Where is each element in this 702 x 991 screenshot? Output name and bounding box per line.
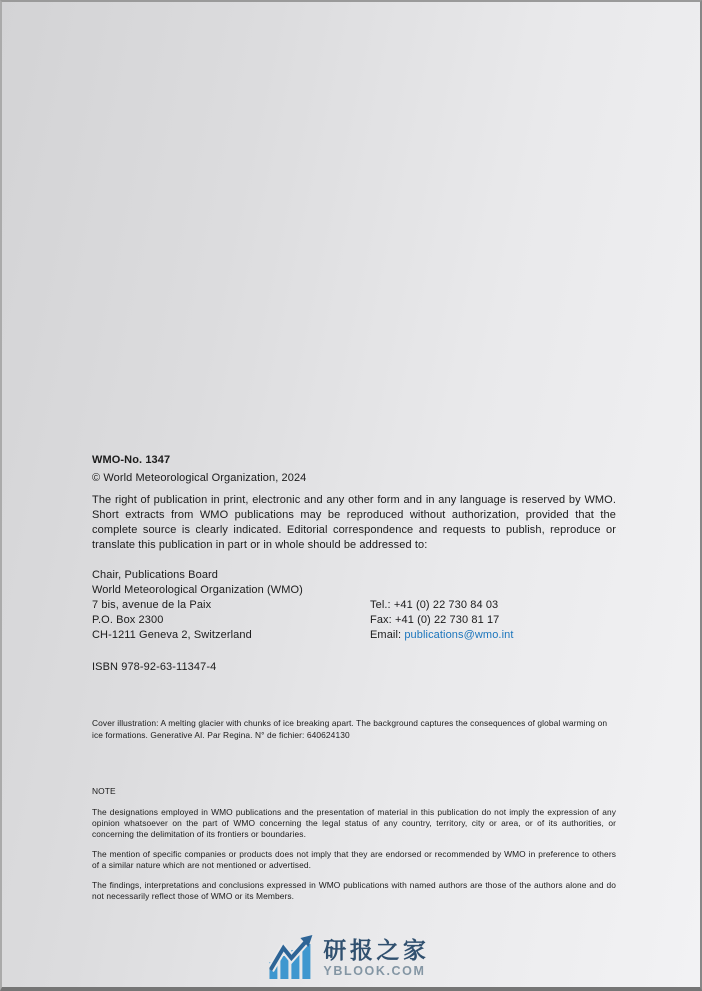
bar-chart-up-arrow-icon [269,935,315,979]
note-section [92,786,616,911]
address-line: P.O. Box 2300 [92,614,164,626]
address-line: 7 bis, avenue de la Paix [92,599,212,611]
email-link[interactable]: publications@wmo.int [404,629,514,641]
telephone-line: Tel.: +41 (0) 22 730 84 03 [370,599,499,611]
contact-block [370,598,514,643]
isbn: ISBN 978-92-63-11347-4 [92,661,217,673]
yblook-watermark [269,935,429,979]
address-line: Chair, Publications Board [92,569,219,581]
email-label: Email: [370,629,405,641]
address-line: World Meteorological Organization (WMO) [92,584,303,596]
copyright-line: © World Meteorological Organization, 2024 [92,472,307,484]
address-block [92,568,303,643]
note-paragraph: The findings, interpretations and conclusions expressed in WMO publications with named authors are those of the authors alone and do not necessarily reflect those of WMO or its Members. [92,880,616,901]
watermark-brand-name: 研报之家 [323,936,430,963]
email-line [370,628,514,643]
note-heading: NOTE [92,786,116,796]
note-paragraph: The designations employed in WMO publications and the presentation of material in this publication do not imply the expression of any opinion whatsoever on the part of WMO concerning the legal status of any country, territory, city or area, or of its authorities, or concerning the delimitation of its frontiers or boundaries. [92,807,616,839]
note-paragraph: The mention of specific companies or products does not imply that they are endorsed or recommended by WMO in preference to others of a similar nature which are not mentioned or advertised. [92,849,616,870]
rights-paragraph: The right of publication in print, electronic and any other form and in any language is reserved by WMO. Short extracts from WMO publications may be reproduced without authorization, provided that the complete source is clearly indicated. Editorial correspondence and requests to publish, reproduce or translate this publication in part or in whole should be addressed to: [92,494,616,551]
cover-illustration-note: Cover illustration: A melting glacier with chunks of ice breaking apart. The background captures the consequences of global warming on ice formations. Generative AI. Par Regina. N° de fichier: 640624130 [92,718,608,740]
watermark-domain: YBLOOK.COM [323,963,426,978]
fax-line: Fax: +41 (0) 22 730 81 17 [370,614,500,626]
wmo-number: WMO-No. 1347 [92,454,171,466]
address-line: CH-1211 Geneva 2, Switzerland [92,629,252,641]
